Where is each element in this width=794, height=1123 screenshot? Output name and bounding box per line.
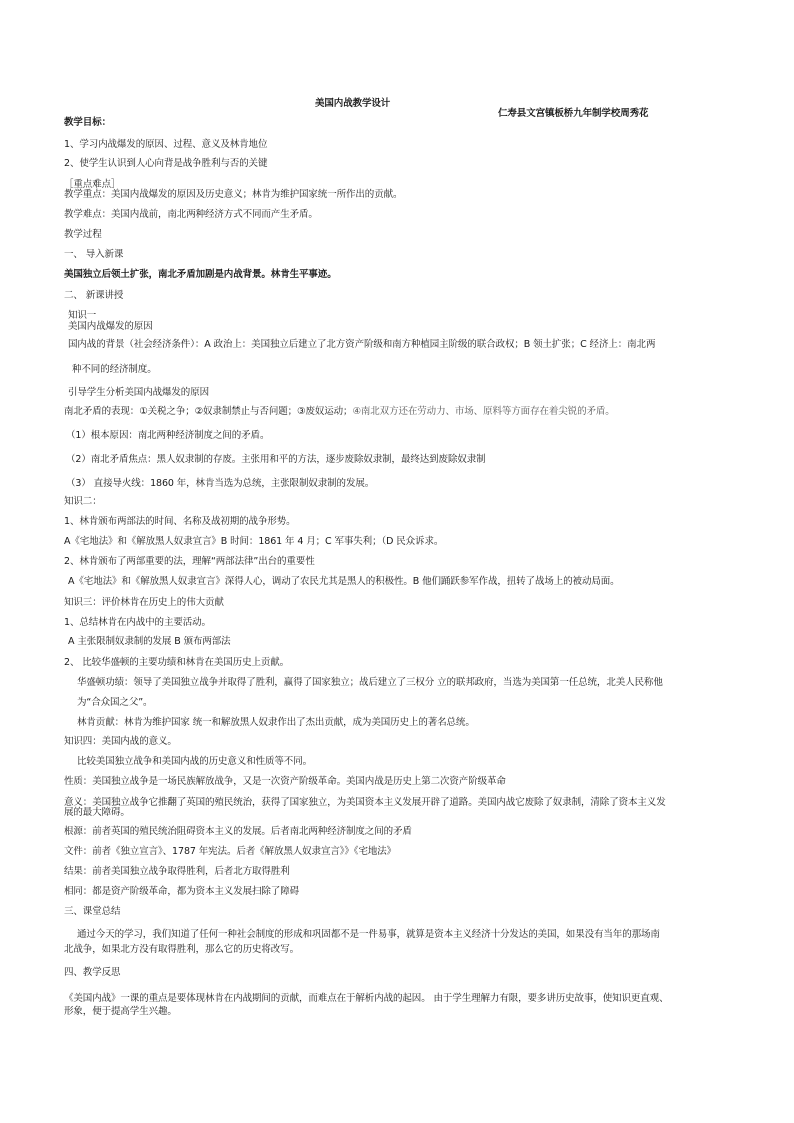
knowledge-1-title: 美国内战爆发的原因 [68,321,153,332]
fundamental-cause: （1）根本原因：南北两种经济制度之间的矛盾。 [66,430,270,441]
summary-heading: 三、课堂总结 [64,906,121,917]
knowledge-3-question-1: 1、总结林肯在内战中的主要活动。 [64,617,211,628]
teaching-difficulty: 教学难点：美国内战前，南北两种经济方式不同而产生矛盾。 [64,209,318,220]
comparison-intro: 比较美国独立战争和美国内战的历史意义和性质等不同。 [77,756,313,767]
meaning-comparison: 意义：美国独立战争它推翻了英国的殖民统治，获得了国家独立，为美国资本主义发展开辟了道路。美国内战它废除了奴隶制，清除了资本主义发 [64,797,666,808]
intro-text: 美国独立后领土扩张，南北矛盾加剧是内战背景。林肯生平事迹。 [64,269,337,280]
background-text: 国内战的背景（社会经济条件）：A 政治上：美国独立后建立了北方资产阶级和南方种植园主阶级的联合政权；B 领土扩张；C 经济上：南北两 [68,339,656,350]
knowledge-1-label: 知识一 [68,310,97,321]
guide-text: 引导学生分析美国内战爆发的原因 [68,387,210,398]
direct-trigger: （3） 直接导火线：1860 年，林肯当选为总统，主张限制奴隶制的发展。 [66,478,375,489]
contradictions-part-b: ④南北双方还在劳动力、市场、原料等方面存在着尖锐的矛盾。 [352,406,615,417]
reflection-heading: 四、教学反思 [64,967,121,978]
knowledge-3-question-2: 2、 比较华盛顿的主要功绩和林肯在美国历史上贡献。 [64,657,290,668]
lincoln-contribution: 林肯贡献：林肯为维护国家 统一和解放黑人奴隶作出了杰出贡献，成为美国历史上的著名总统。 [77,717,475,728]
conflict-focus: （2）南北矛盾焦点：黑人奴隶制的存废。主张用和平的方法，逐步废除奴隶制，最终达到废除奴隶制 [66,454,486,465]
knowledge-3-label: 知识三：评价林肯在历史上的伟大贡献 [64,597,224,608]
knowledge-2-answer-2: A《宅地法》和《解放黑人奴隶宣言》深得人心，调动了农民尤其是黑人的积极性。B 他们踊跃参军作战，扭转了战场上的被动局面。 [68,576,620,587]
contradictions-text [64,405,615,418]
objective-item: 2、使学生认识到人心向背是战争胜利与否的关键 [64,158,268,169]
knowledge-2-label: 知识二： [64,496,102,507]
similarity-comparison: 相同：都是资产阶级革命，都为资本主义发展扫除了障碍 [64,886,300,897]
knowledge-2-question-1: 1、林肯颁布两部法的时间、名称及战初期的战争形势。 [64,516,296,527]
washington-achievement-cont: 为“合众国之父”。 [77,697,153,708]
document-title: 美国内战教学设计 [315,98,391,109]
contradictions-part-a: 南北矛盾的表现：①关税之争；②奴隶制禁止与否问题；③废奴运动； [64,406,353,417]
section-heading-intro: 一、 导入新课 [64,249,124,260]
author-line: 仁寿县文宫镇板桥九年制学校周秀花 [498,108,649,119]
nature-comparison: 性质：美国独立战争是一场民族解放战争，又是一次资产阶级革命。美国内战是历史上第二次资产阶级革命 [64,776,506,787]
key-points-heading: ［重点难点］ [64,179,121,190]
documents-comparison: 文件：前者《独立宣言》、1787 年宪法。后者《解放黑人奴隶宣言》》《宅地法》 [64,846,397,857]
section-heading-new-lesson: 二、 新课讲授 [64,290,124,301]
reflection-text: 《美国内战》一课的重点是要体现林肯在内战期间的贡献，而难点在于解析内战的起因。 由于学生理解力有限，要多讲历史故事，使知识更直观、 [64,993,669,1004]
knowledge-3-answer-1: A 主张限制奴隶制的发展 B 颁布两部法 [68,636,231,647]
washington-achievement: 华盛顿功绩：领导了美国独立战争并取得了胜利，赢得了国家独立；战后建立了三权分 立的联邦政府，当选为美国第一任总统，北美人民称他 [77,677,663,688]
root-comparison: 根源：前者英国的殖民统治阻碍资本主义的发展。后者南北两种经济制度之间的矛盾 [64,826,412,837]
knowledge-2-answer-1: A《宅地法》和《解放黑人奴隶宣言》B 时间：1861 年 4 月；C 军事失利；（D 民众诉求。 [64,536,444,547]
knowledge-2-question-2: 2、林肯颁布了两部重要的法，理解“两部法律”出台的重要性 [64,556,315,567]
summary-text: 通过今天的学习，我们知道了任何一种社会制度的形成和巩固都不是一件易事，就算是资本主义经济十分发达的美国，如果没有当年的那场南 [77,929,660,940]
objective-item: 1、学习内战爆发的原因、过程、意义及林肯地位 [64,139,268,150]
reflection-text-cont: 形象，便于提高学生兴趣。 [64,1006,177,1017]
knowledge-4-label: 知识四：美国内战的意义。 [64,736,177,747]
teaching-focus: 教学重点：美国内战爆发的原因及历史意义；林肯为维护国家统一所作出的贡献。 [64,189,403,200]
result-comparison: 结果：前者美国独立战争取得胜利，后者北方取得胜利 [64,866,290,877]
background-text-cont: 种不同的经济制度。 [72,364,157,375]
objectives-heading: 教学目标： [64,117,112,128]
process-heading: 教学过程 [64,229,102,240]
meaning-comparison-cont: 展的最大障碍。 [64,807,130,818]
summary-text-cont: 北战争，如果北方没有取得胜利，那么它的历史将改写。 [64,944,300,955]
